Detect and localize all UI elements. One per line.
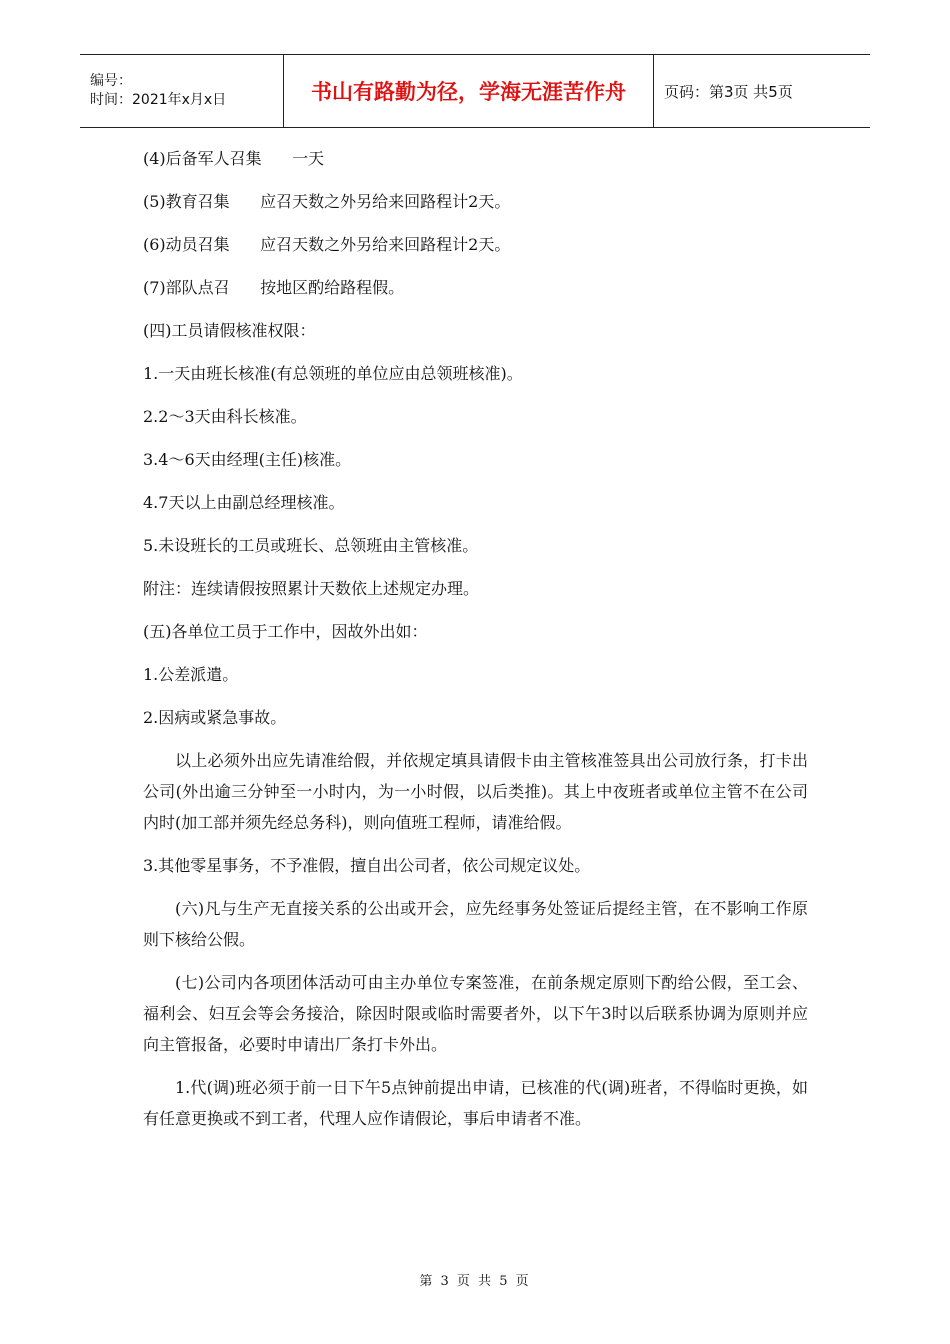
paragraph: 1.一天由班长核准(有总领班的单位应由总领班核准)。	[143, 364, 523, 383]
page-header	[80, 54, 870, 128]
paragraph: 以上必须外出应先请准给假，并依规定填具请假卡由主管核准签具出公司放行条，打卡出公司(外出逾三分钟至一小时内，为一小时假，以后类推)。其上中夜班者或单位主管不在公司内时(加工部并须先经总务科)，则向值班工程师，请准给假。	[143, 751, 808, 832]
header-motto: 书山有路勤为径，学海无涯苦作舟	[284, 55, 654, 127]
page-footer: 第 3 页 共 5 页	[419, 1274, 531, 1289]
document-body	[143, 143, 808, 1146]
paragraph: 4.7天以上由副总经理核准。	[143, 493, 345, 512]
paragraph: 2.因病或紧急事故。	[143, 708, 287, 727]
doc-date-label: 时间：2021年x月x日	[90, 92, 227, 108]
paragraph: 5.未设班长的工员或班长、总领班由主管核准。	[143, 536, 479, 555]
note-paragraph: 附注：连续请假按照累计天数依上述规定办理。	[143, 579, 480, 598]
header-meta	[80, 55, 284, 127]
paragraph: 1.代(调)班必须于前一日下午5点钟前提出申请，已核准的代(调)班者，不得临时更换，如有任意更换或不到工者，代理人应作请假论，事后申请者不准。	[143, 1078, 808, 1128]
paragraph: 3.其他零星事务，不予准假，擅自出公司者，依公司规定议处。	[143, 856, 591, 875]
paragraph: (七)公司内各项团体活动可由主办单位专案签准，在前条规定原则下酌给公假，至工会、福利会、妇互会等会务接洽，除因时限或临时需要者外，以下午3时以后联系协调为原则并应向主管报备，必要时申请出厂条打卡外出。	[143, 973, 808, 1054]
paragraph: (7)部队点召 按地区酌给路程假。	[143, 278, 405, 297]
section-heading: (四)工员请假核准权限：	[143, 321, 316, 340]
paragraph: (六)凡与生产无直接关系的公出或开会，应先经事务处签证后提经主管，在不影响工作原则下核给公假。	[143, 899, 808, 949]
paragraph: (4)后备军人召集 一天	[143, 149, 325, 168]
paragraph: 2.2～3天由科长核准。	[143, 407, 307, 426]
doc-number-label: 编号：	[90, 73, 132, 89]
header-page-info: 页码：第3页 共5页	[664, 82, 793, 101]
paragraph: 3.4～6天由经理(主任)核准。	[143, 450, 352, 469]
paragraph: (5)教育召集 应召天数之外另给来回路程计2天。	[143, 192, 511, 211]
section-heading: (五)各单位工员于工作中，因故外出如：	[143, 622, 428, 641]
paragraph: 1.公差派遣。	[143, 665, 239, 684]
paragraph: (6)动员召集 应召天数之外另给来回路程计2天。	[143, 235, 511, 254]
